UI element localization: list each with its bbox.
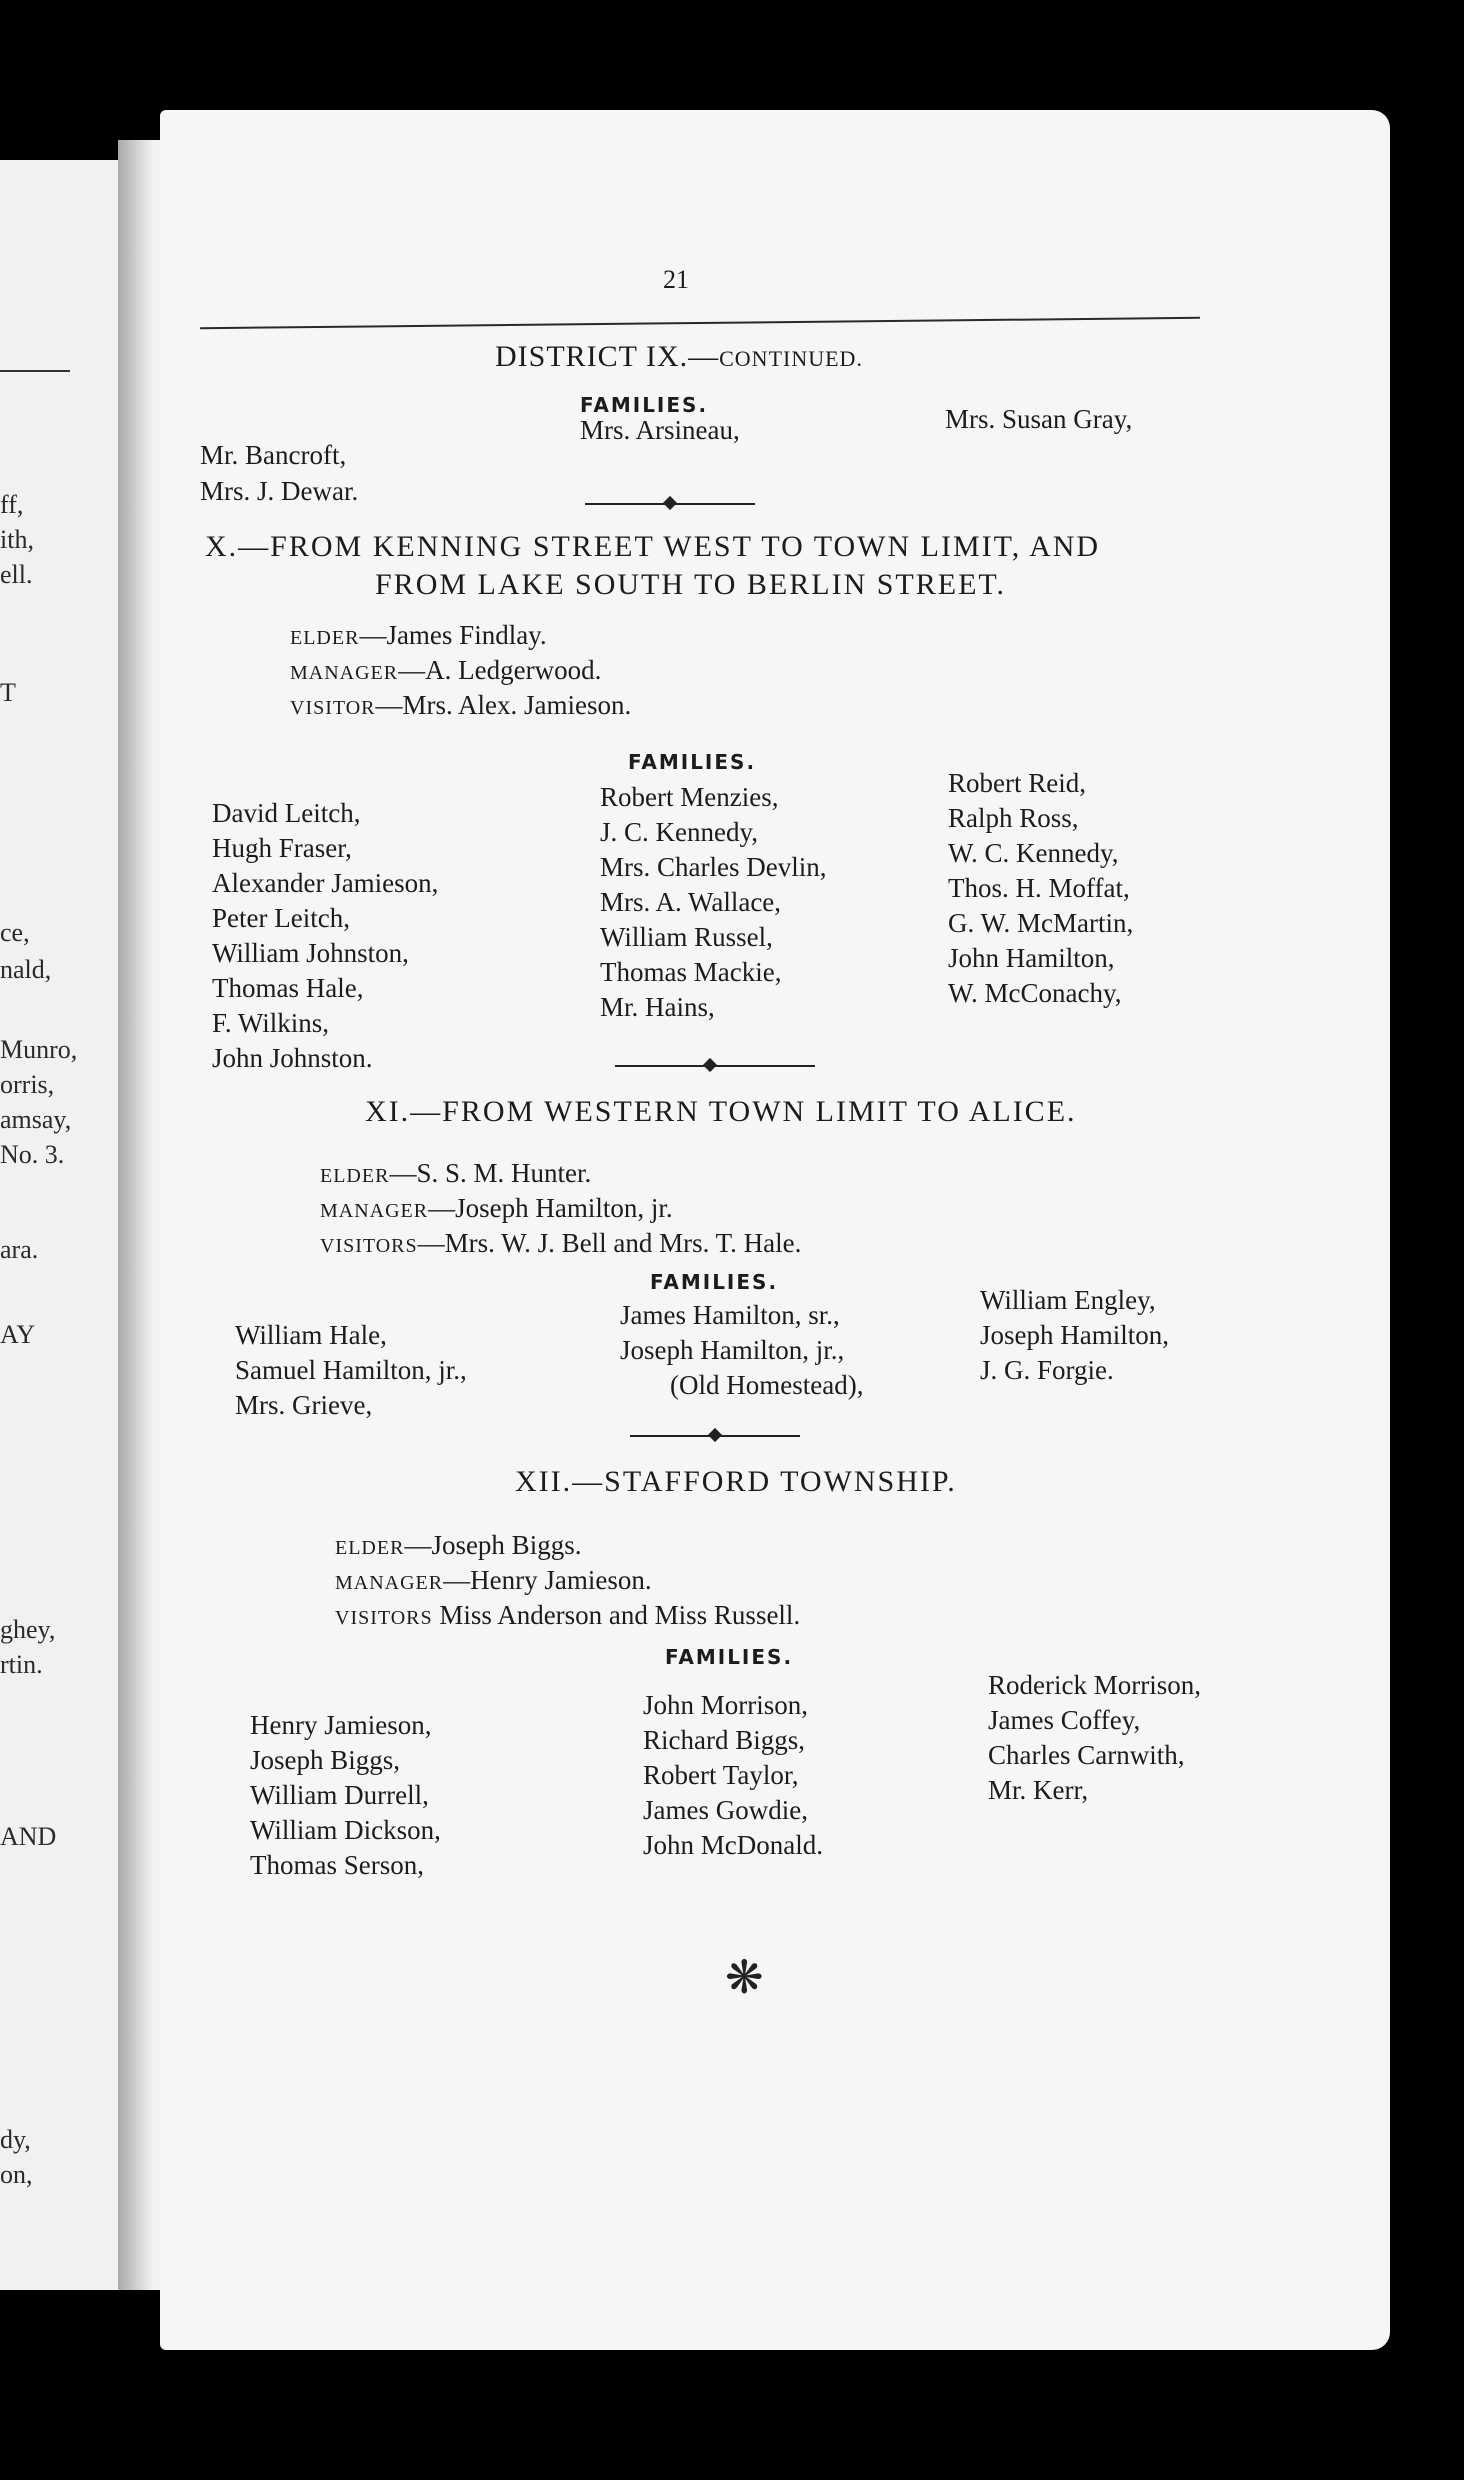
family-name: Alexander Jamieson,	[212, 868, 439, 898]
left-page-fragment: orris,	[0, 1070, 55, 1099]
family-name: John Hamilton,	[948, 943, 1115, 973]
family-name: Ralph Ross,	[948, 803, 1079, 833]
family-name: John Morrison,	[643, 1690, 809, 1720]
page-number: 21	[663, 265, 689, 294]
section-xii-title: XII.—STAFFORD TOWNSHIP.	[515, 1465, 957, 1498]
family-name: Joseph Hamilton,	[980, 1320, 1169, 1350]
family-name: William Dickson,	[250, 1815, 441, 1845]
family-name: Richard Biggs,	[643, 1725, 805, 1755]
family-name: James Hamilton, sr.,	[620, 1300, 840, 1330]
family-name: Mrs. J. Dewar.	[200, 476, 359, 506]
book-page	[160, 110, 1390, 2350]
elder-line: ELDER—James Findlay.	[290, 620, 547, 650]
left-page-fragment: on,	[0, 2160, 33, 2189]
family-name: Mrs. A. Wallace,	[600, 887, 782, 917]
family-name: Roderick Morrison,	[988, 1670, 1201, 1700]
family-name: James Coffey,	[988, 1705, 1141, 1735]
family-name: Samuel Hamilton, jr.,	[235, 1355, 467, 1385]
family-name: J. G. Forgie.	[980, 1355, 1114, 1385]
family-name: G. W. McMartin,	[948, 908, 1134, 938]
family-name: Hugh Fraser,	[212, 833, 352, 863]
left-page-fragment: nald,	[0, 955, 52, 984]
family-name: Mrs. Arsineau,	[580, 415, 740, 445]
left-page-fragment: dy,	[0, 2125, 31, 2154]
visitors-line: VISITORS—Mrs. W. J. Bell and Mrs. T. Hale.	[320, 1228, 802, 1258]
left-page-fragment: T	[0, 678, 16, 707]
family-name: Thomas Mackie,	[600, 957, 782, 987]
families-label: FAMILIES.	[580, 393, 709, 417]
left-page-fragment: amsay,	[0, 1105, 72, 1134]
manager-line: MANAGER—Joseph Hamilton, jr.	[320, 1193, 673, 1223]
ornament-diamond	[663, 496, 677, 510]
ornament-diamond	[708, 1428, 722, 1442]
left-page-fragment: AND	[0, 1822, 57, 1851]
visitors-line: VISITORS Miss Anderson and Miss Russell.	[335, 1600, 801, 1630]
family-name: William Russel,	[600, 922, 773, 952]
family-name: John McDonald.	[643, 1830, 823, 1860]
family-name: Charles Carnwith,	[988, 1740, 1185, 1770]
family-name: Robert Menzies,	[600, 782, 779, 812]
district-heading: DISTRICT IX.—CONTINUED.	[495, 340, 863, 373]
section-xi-title: XI.—FROM WESTERN TOWN LIMIT TO ALICE.	[365, 1095, 1077, 1128]
family-name: Robert Reid,	[948, 768, 1086, 798]
left-page-fragment: ff,	[0, 490, 24, 519]
left-page-fragment: AY	[0, 1320, 36, 1349]
section-x-title: X.—FROM KENNING STREET WEST TO TOWN LIMIT, AND	[205, 530, 1101, 563]
family-name: (Old Homestead),	[670, 1370, 864, 1400]
header-rule	[200, 317, 1200, 329]
manager-line: MANAGER—Henry Jamieson.	[335, 1565, 652, 1595]
family-name: Mrs. Grieve,	[235, 1390, 373, 1420]
family-name: Thomas Serson,	[250, 1850, 424, 1880]
family-name: William Johnston,	[212, 938, 409, 968]
left-page-fragment: ara.	[0, 1235, 39, 1264]
family-name: Joseph Biggs,	[250, 1745, 401, 1775]
families-label: FAMILIES.	[665, 1645, 794, 1669]
family-name: W. C. Kennedy,	[948, 838, 1119, 868]
families-label: FAMILIES.	[650, 1270, 779, 1294]
left-page-fragment: ell.	[0, 560, 33, 589]
family-name: James Gowdie,	[643, 1795, 808, 1825]
family-name: Joseph Hamilton, jr.,	[620, 1335, 845, 1365]
left-page-fragment: Munro,	[0, 1035, 78, 1064]
family-name: William Engley,	[980, 1285, 1156, 1315]
left-page-rule	[0, 370, 70, 372]
family-name: Mrs. Susan Gray,	[945, 404, 1133, 434]
family-name: Henry Jamieson,	[250, 1710, 432, 1740]
ornament-diamond	[703, 1058, 717, 1072]
tailpiece-ornament-icon: ❋	[725, 1952, 764, 2003]
section-x-title-continued: FROM LAKE SOUTH TO BERLIN STREET.	[375, 568, 1007, 601]
family-name: Mr. Bancroft,	[200, 440, 347, 470]
family-name: Mr. Hains,	[600, 992, 715, 1022]
family-name: Thos. H. Moffat,	[948, 873, 1130, 903]
visitor-line: VISITOR—Mrs. Alex. Jamieson.	[290, 690, 632, 720]
family-name: William Hale,	[235, 1320, 387, 1350]
family-name: Peter Leitch,	[212, 903, 350, 933]
family-name: David Leitch,	[212, 798, 361, 828]
family-name: Mrs. Charles Devlin,	[600, 852, 827, 882]
elder-line: ELDER—Joseph Biggs.	[335, 1530, 582, 1560]
left-page-fragment: ith,	[0, 525, 34, 554]
left-page-fragment: ce,	[0, 918, 30, 947]
family-name: Mr. Kerr,	[988, 1775, 1089, 1805]
left-page-fragment: rtin.	[0, 1650, 43, 1679]
left-page-fragment: ghey,	[0, 1615, 56, 1644]
left-page-fragment: No. 3.	[0, 1140, 65, 1169]
family-name: Robert Taylor,	[643, 1760, 799, 1790]
manager-line: MANAGER—A. Ledgerwood.	[290, 655, 602, 685]
family-name: W. McConachy,	[948, 978, 1122, 1008]
left-facing-page	[0, 160, 130, 2290]
family-name: F. Wilkins,	[212, 1008, 330, 1038]
family-name: William Durrell,	[250, 1780, 429, 1810]
family-name: Thomas Hale,	[212, 973, 364, 1003]
families-label: FAMILIES.	[628, 750, 757, 774]
family-name: J. C. Kennedy,	[600, 817, 758, 847]
elder-line: ELDER—S. S. M. Hunter.	[320, 1158, 592, 1188]
family-name: John Johnston.	[212, 1043, 373, 1073]
